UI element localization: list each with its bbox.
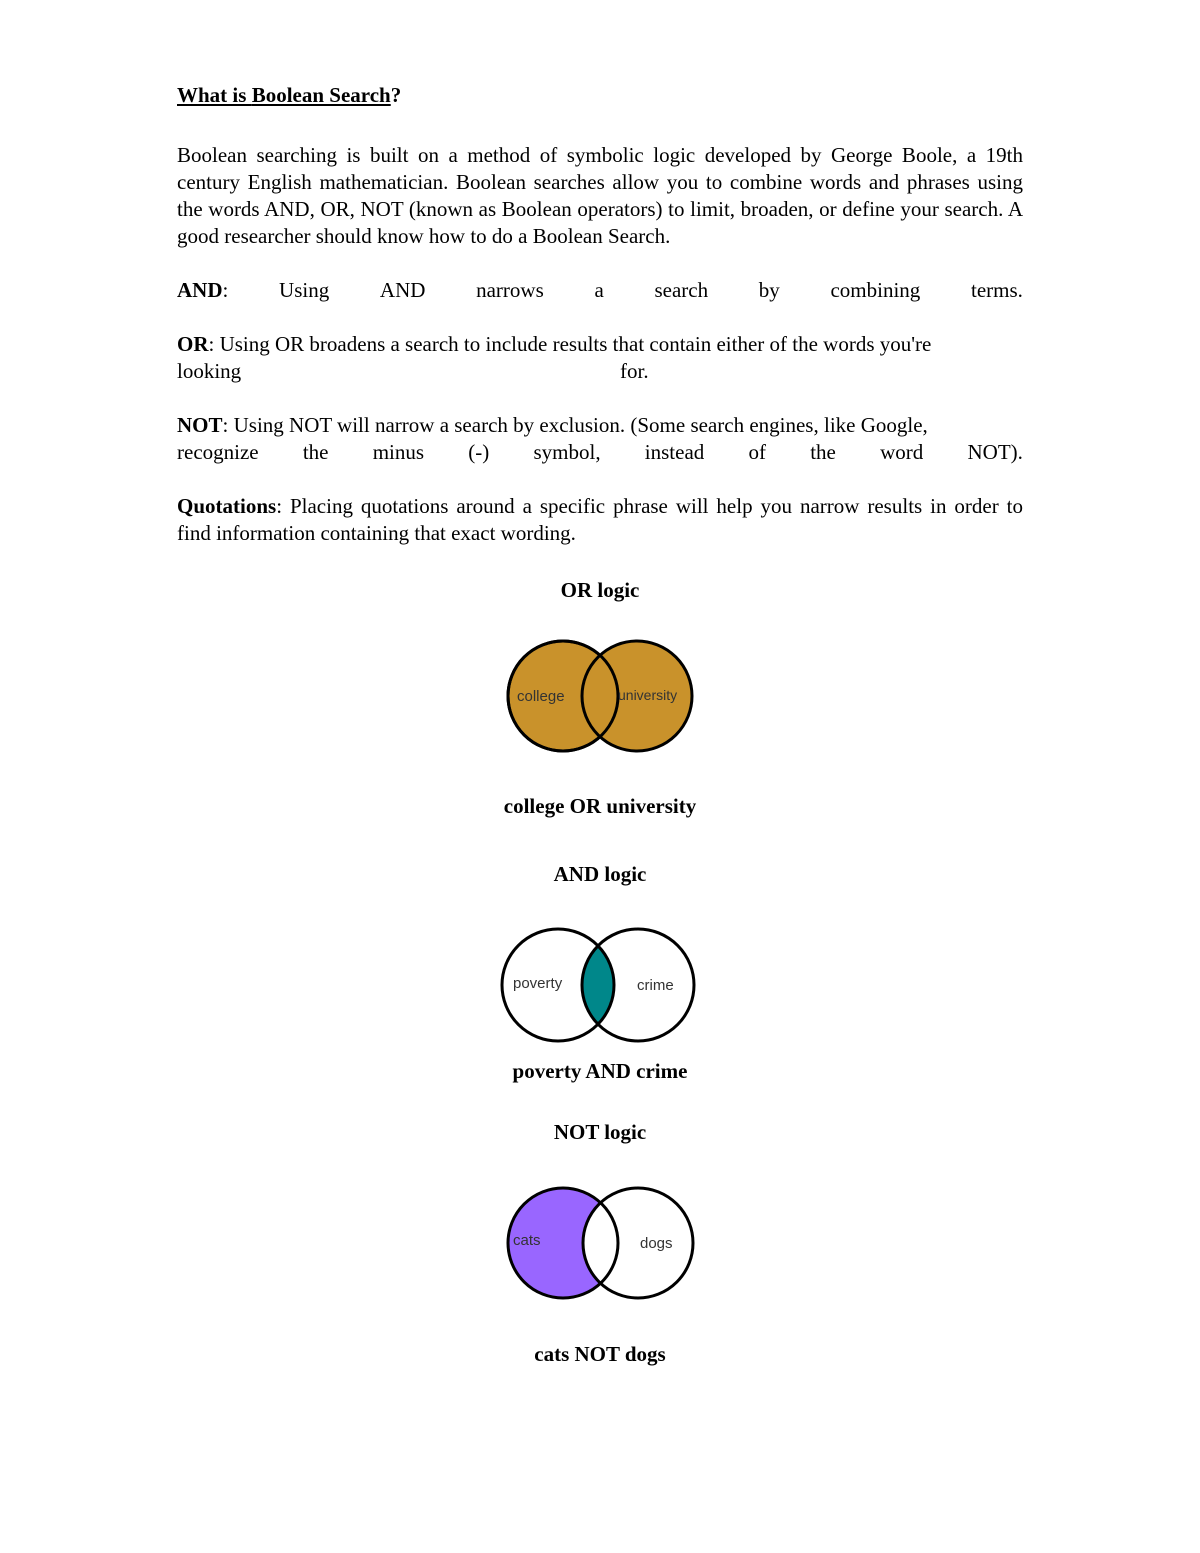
not-right-label: dogs	[640, 1235, 673, 1252]
not-term: NOT	[177, 413, 223, 437]
not-word: minus	[372, 440, 425, 464]
and-word: a	[594, 278, 604, 302]
quotations-text: : Placing quotations around a specific phrase will help you narrow results in order to find information containing that exact wording.	[177, 494, 1023, 545]
title-suffix: ?	[390, 83, 402, 107]
or-caption: college OR university	[503, 794, 697, 818]
not-word: recognize	[177, 440, 259, 464]
and-word: narrows	[476, 278, 544, 302]
or-looking: looking	[177, 359, 242, 383]
and-term: AND	[177, 278, 223, 302]
not-word: word	[880, 440, 924, 464]
and-word: by	[758, 278, 780, 302]
quotations-definition	[177, 493, 1023, 547]
not-word: of	[748, 440, 766, 464]
not-definition	[177, 412, 1023, 466]
or-line-1	[177, 331, 1023, 358]
or-venn-diagram	[500, 635, 700, 760]
and-left-label: poverty	[513, 975, 563, 992]
title-underlined: Boolean Search	[251, 83, 391, 107]
and-caption: poverty AND crime	[512, 1059, 688, 1083]
and-right-label: crime	[637, 977, 674, 994]
and-logic-heading: AND logic	[553, 862, 647, 886]
and-word: combining	[830, 278, 921, 302]
not-caption: cats NOT dogs	[534, 1342, 666, 1366]
not-word: NOT).	[967, 440, 1023, 464]
or-term: OR	[177, 332, 209, 356]
not-logic-heading: NOT logic	[553, 1120, 647, 1144]
and-colon: :	[222, 278, 229, 302]
or-left-label: college	[517, 688, 565, 705]
document-body	[177, 80, 1023, 545]
page-title	[177, 80, 1023, 110]
or-for: for.	[620, 359, 649, 383]
or-logic-heading: OR logic	[560, 578, 640, 602]
not-left-label: cats	[513, 1232, 541, 1249]
title-prefix: What is	[177, 83, 252, 107]
and-term-wrap	[177, 277, 228, 304]
not-word: the	[810, 440, 836, 464]
not-line-1	[177, 412, 1023, 439]
or-line-2	[177, 358, 1023, 385]
not-word: symbol,	[533, 440, 601, 464]
not-word: the	[302, 440, 329, 464]
not-word: (-)	[468, 440, 490, 464]
not-line-2	[177, 439, 1023, 466]
or-definition	[177, 331, 1023, 385]
and-venn-diagram	[495, 920, 705, 1050]
and-word: Using	[279, 278, 330, 302]
not-text: : Using NOT will narrow a search by exclusion. (Some search engines, like Google,	[222, 413, 928, 437]
not-venn-diagram	[500, 1180, 700, 1305]
and-word: AND	[379, 278, 426, 302]
and-definition	[177, 277, 1023, 304]
or-text: : Using OR broadens a search to include results that contain either of the words you're	[208, 332, 932, 356]
and-word: search	[654, 278, 709, 302]
quotations-term: Quotations	[177, 494, 277, 518]
or-right-label: university	[618, 687, 678, 703]
and-word: terms.	[970, 278, 1023, 302]
intro-paragraph: Boolean searching is built on a method of symbolic logic developed by George Boole, a 19th century English mathematician. Boolean searches allow you to combine words and phrases using the words AND, OR, NOT (known as Boolean operators) to limit, broaden, or define your search. A good researcher should know how to do a Boolean Search.	[177, 143, 1023, 248]
not-word: instead	[644, 440, 705, 464]
